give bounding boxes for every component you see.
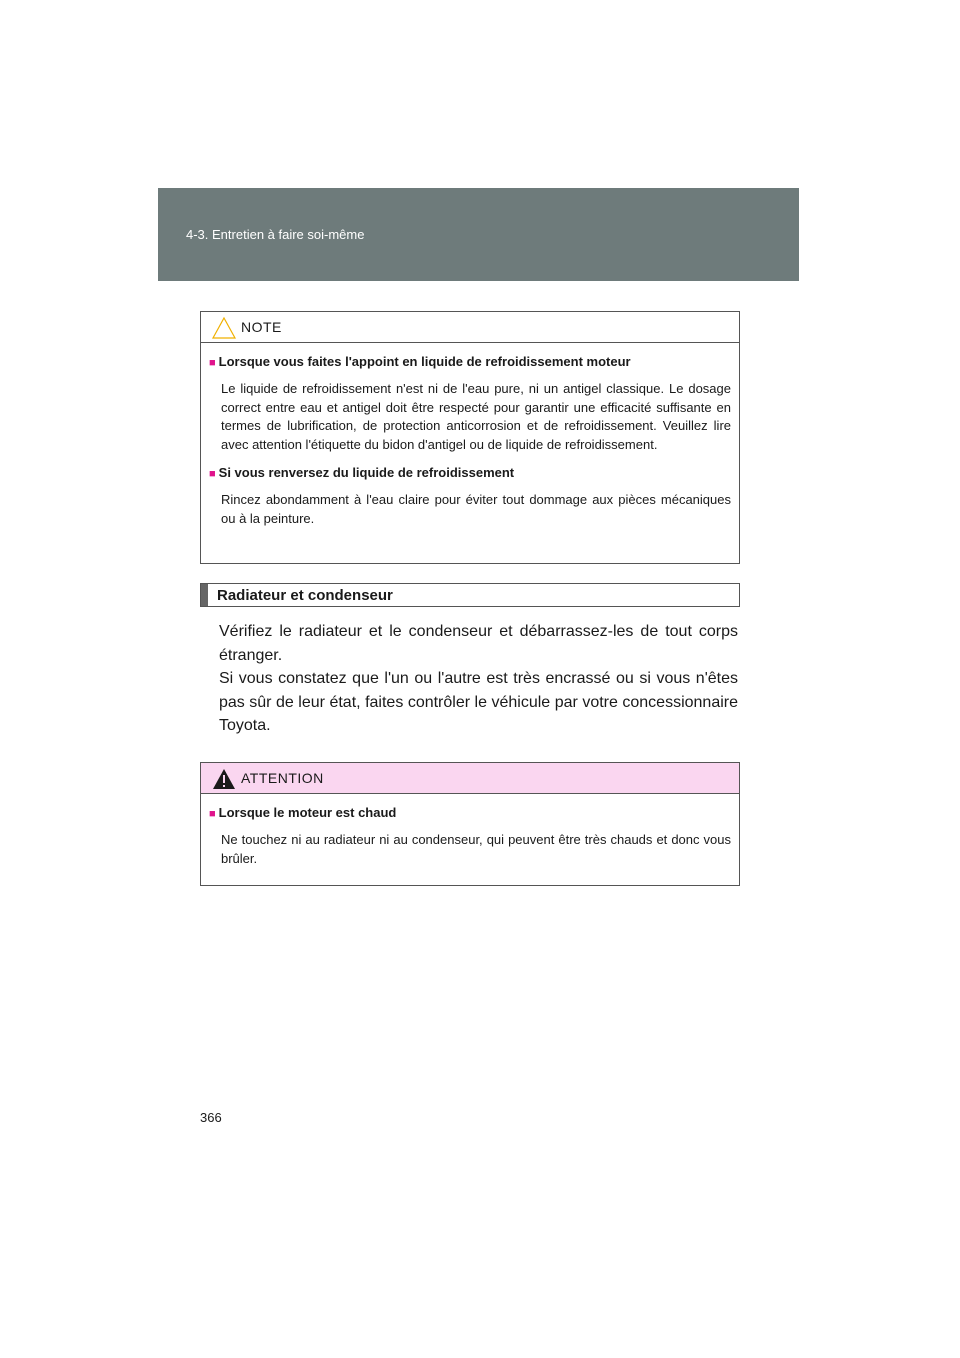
note-box [200, 311, 740, 564]
square-bullet-icon: ■ [209, 357, 216, 369]
attention-label: ATTENTION [241, 770, 324, 786]
note-item-body: Le liquide de refroidissement n'est ni de l'eau pure, ni un antigel classique. Le dosage correct entre eau et antigel doit être respecté pour garantir une efficacité suffisante en termes de lubrification, de protection anticorrosion et de refroidissement. Veuillez lire avec attention l'étiquette du bidon d'antigel ou de liquide de refroidissement. [221, 381, 731, 452]
page-number: 366 [200, 1110, 222, 1125]
square-bullet-icon: ■ [209, 808, 216, 820]
body-paragraph: Vérifiez le radiateur et le condenseur et débarrassez-les de tout corps étranger. [219, 623, 738, 664]
body-paragraph: Si vous constatez que l'un ou l'autre est très encrassé ou si vous n'êtes pas sûr de leur état, faites contrôler le véhicule par votre concessionnaire Toyota. [219, 670, 738, 734]
heading-accent [201, 584, 208, 606]
section-body [219, 620, 738, 738]
chapter-header [158, 188, 799, 281]
note-label: NOTE [241, 319, 282, 335]
note-item [201, 464, 739, 528]
note-item-title: Lorsque vous faites l'appoint en liquide de refroidissement moteur [218, 354, 631, 369]
attention-item-title: Lorsque le moteur est chaud [218, 805, 397, 820]
attention-item-body: Ne touchez ni au radiateur ni au condenseur, qui peuvent être très chauds et donc vous brûler. [221, 832, 731, 866]
note-item [201, 353, 739, 454]
note-header [201, 312, 739, 343]
attention-header [201, 763, 739, 794]
warning-outline-icon [211, 316, 237, 345]
section-title: 4-3. Entretien à faire soi-même [186, 227, 365, 242]
section-heading-text: Radiateur et condenseur [217, 587, 393, 604]
note-item-body: Rincez abondamment à l'eau claire pour éviter tout dommage aux pièces mécaniques ou à la peinture. [221, 492, 731, 526]
attention-item [201, 804, 739, 868]
attention-box [200, 762, 740, 886]
section-heading [200, 583, 740, 607]
note-item-title: Si vous renversez du liquide de refroidissement [218, 465, 515, 480]
square-bullet-icon: ■ [209, 468, 216, 480]
warning-filled-icon [211, 767, 237, 796]
